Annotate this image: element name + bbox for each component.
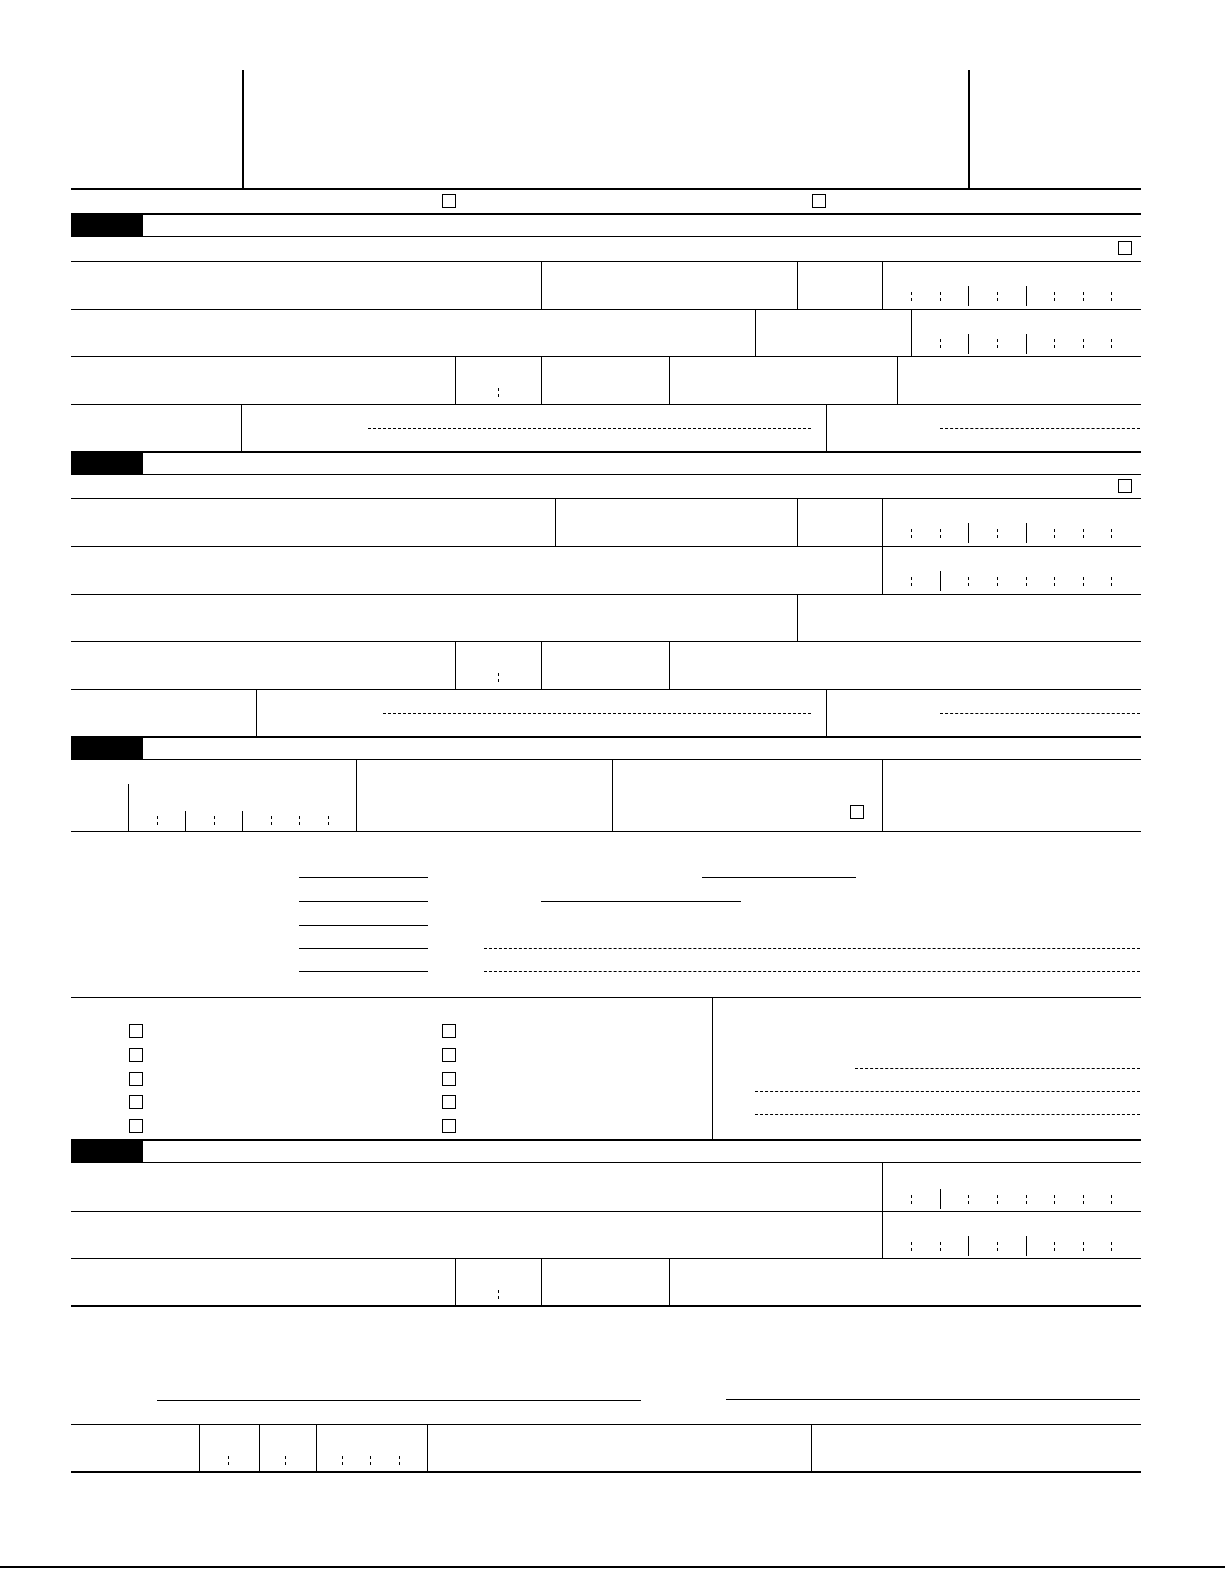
footer-div3	[316, 1424, 317, 1471]
footer-tick	[399, 1456, 400, 1465]
s2-row2-tick	[1026, 577, 1027, 586]
footer-bottom-rule	[71, 1471, 1141, 1473]
footer-div4	[427, 1424, 428, 1471]
s3-right-line-2[interactable]	[541, 901, 741, 902]
s3-row1-tick	[299, 816, 300, 825]
header-checkbox-1[interactable]	[442, 194, 456, 208]
section-3-header-rule	[71, 759, 1141, 760]
section-2-top-rule	[71, 451, 1141, 453]
s2-row4-div3	[669, 641, 670, 689]
s4-row1-tick	[911, 1195, 912, 1204]
section-2-label-block	[71, 451, 143, 475]
s1-row2-sep	[1026, 334, 1027, 354]
s2-row2-tick	[1111, 577, 1112, 586]
s3-row1-tick	[157, 816, 158, 825]
s1-row2-tick	[1111, 339, 1112, 348]
s2-row2-div1	[882, 546, 883, 594]
s1-row2-tick	[1083, 339, 1084, 348]
s1-row1-tick	[1083, 292, 1084, 301]
section-1-header-rule	[71, 236, 1141, 237]
s3-option-checkbox-r4[interactable]	[442, 1095, 456, 1109]
s1-row3-div2	[541, 356, 542, 404]
s2-row2-tick	[1083, 577, 1084, 586]
header-divider-left	[242, 70, 244, 190]
s1-row3-tick	[498, 388, 499, 397]
s3-row1-div1	[356, 759, 357, 831]
s2-row1-tick	[911, 529, 912, 538]
section-1-checkbox[interactable]	[1118, 241, 1132, 255]
header-divider-right	[968, 70, 970, 190]
s1-row2-div2	[911, 309, 912, 356]
footer-tick	[285, 1456, 286, 1465]
s3-row1-sep	[185, 811, 186, 831]
s1-row2-tick	[1054, 339, 1055, 348]
s3-option-checkbox-r5[interactable]	[442, 1119, 456, 1133]
s2-row4-tick	[498, 673, 499, 682]
header-bottom-rule	[71, 188, 1141, 190]
header-checkbox-2[interactable]	[812, 194, 826, 208]
s4-row2-sep	[968, 1236, 969, 1256]
s1-row2-tick	[997, 339, 998, 348]
s3-row1-bottom	[71, 831, 1141, 832]
s4-row2-tick	[1083, 1242, 1084, 1251]
section-1-label-block	[71, 213, 143, 237]
s3-right-dotted-2[interactable]	[755, 1091, 1140, 1092]
s4-row1-tick	[1083, 1195, 1084, 1204]
s1-row2-sep	[968, 334, 969, 354]
section-2-checkbox[interactable]	[1118, 479, 1132, 493]
s2-row1-tick	[940, 529, 941, 538]
s4-row1-tick	[968, 1195, 969, 1204]
s1-row3-div4	[897, 356, 898, 404]
s2-row1-tick	[1083, 529, 1084, 538]
footer-div1	[199, 1424, 200, 1471]
s3-option-checkbox-l5[interactable]	[129, 1119, 143, 1133]
s3-amount-line-2[interactable]	[299, 901, 428, 902]
s4-row2-top	[71, 1211, 1141, 1212]
s4-bottom-rule	[71, 1305, 1141, 1307]
s2-row5-dotted-2[interactable]	[940, 713, 1140, 714]
s3-option-checkbox-l1[interactable]	[129, 1024, 143, 1038]
s1-row1-tick	[911, 292, 912, 301]
s3-dotted-line-2[interactable]	[484, 971, 1140, 972]
s2-row1-div3	[882, 498, 883, 546]
s3-row1-div2	[612, 759, 613, 831]
s4-row3-div3	[669, 1258, 670, 1305]
s1-row4-div1	[241, 404, 242, 451]
s2-row2-tick	[968, 577, 969, 586]
s4-row2-tick	[911, 1242, 912, 1251]
s4-row3-top	[71, 1258, 1141, 1259]
s4-row1-tick	[997, 1195, 998, 1204]
s1-row4-dotted-1[interactable]	[368, 428, 811, 429]
s3-row1-tick	[328, 816, 329, 825]
section-4-top-rule	[71, 1139, 1141, 1141]
s3-right-dotted-1[interactable]	[855, 1068, 1140, 1069]
s1-row1-sep	[1026, 286, 1027, 306]
s1-row1-sep	[968, 286, 969, 306]
s2-row5-top	[71, 689, 1141, 690]
s1-row1-div2	[797, 261, 798, 309]
s1-row3-top	[71, 356, 1141, 357]
section-3-top-rule	[71, 736, 1141, 738]
s2-row2-top	[71, 546, 1141, 547]
s1-row2-div1	[755, 309, 756, 356]
footer-tick	[342, 1456, 343, 1465]
s1-row1-div1	[541, 261, 542, 309]
s1-row2-tick	[940, 339, 941, 348]
s3-right-line-1[interactable]	[702, 877, 856, 878]
s3-row1-div0	[128, 784, 129, 831]
s2-row5-div2	[826, 689, 827, 736]
s2-row1-tick	[1111, 529, 1112, 538]
s3-option-checkbox-r3[interactable]	[442, 1072, 456, 1086]
s2-row1-sep	[1026, 523, 1027, 543]
s4-row1-div1	[882, 1162, 883, 1211]
s2-row5-div1	[256, 689, 257, 736]
s1-row4-div2	[826, 404, 827, 451]
s2-row4-div1	[455, 641, 456, 689]
s4-row2-tick	[997, 1242, 998, 1251]
s2-row1-tick	[997, 529, 998, 538]
section-1-top-rule	[71, 213, 1141, 215]
s2-row2-tick	[911, 577, 912, 586]
s3-option-checkbox-l3[interactable]	[129, 1072, 143, 1086]
s4-row3-div1	[455, 1258, 456, 1305]
s2-row2-sep	[940, 571, 941, 591]
s1-row1-tick	[997, 292, 998, 301]
page-bottom-edge	[0, 1566, 1225, 1568]
s2-row1-div1	[555, 498, 556, 546]
s1-row1-tick	[1111, 292, 1112, 301]
s3-row1-sep	[242, 811, 243, 831]
s3-grid-divider	[712, 997, 713, 1139]
section-3-label-block	[71, 736, 143, 760]
s3-row1-tick	[214, 816, 215, 825]
s3-option-checkbox-l2[interactable]	[129, 1048, 143, 1062]
s3-option-checkbox-r1[interactable]	[442, 1024, 456, 1038]
s3-amount-line-4[interactable]	[299, 948, 428, 949]
section-4-label-block	[71, 1139, 143, 1163]
s3-row1-tick	[271, 816, 272, 825]
s2-row5-dotted-1[interactable]	[383, 713, 811, 714]
s4-row2-tick	[1054, 1242, 1055, 1251]
s1-row1-top	[71, 261, 1141, 262]
s3-row1-checkbox[interactable]	[850, 805, 864, 819]
footer-row-top	[71, 1424, 1141, 1425]
s1-row1-tick	[940, 292, 941, 301]
s1-row1-div3	[882, 261, 883, 309]
s2-row4-div2	[541, 641, 542, 689]
s2-row4-top	[71, 641, 1141, 642]
s2-row1-top	[71, 498, 1141, 499]
s4-row2-tick	[1111, 1242, 1112, 1251]
s4-row3-tick	[498, 1290, 499, 1299]
s2-row1-div2	[797, 498, 798, 546]
footer-tick	[370, 1456, 371, 1465]
s3-amount-line-5[interactable]	[299, 971, 428, 972]
s2-row2-tick	[997, 577, 998, 586]
s1-row2-top	[71, 309, 1141, 310]
s2-row1-tick	[1054, 529, 1055, 538]
s4-row1-sep	[940, 1189, 941, 1209]
section-2-header-rule	[71, 474, 1141, 475]
s2-row3-div1	[797, 594, 798, 641]
s4-row1-tick	[1054, 1195, 1055, 1204]
s4-row2-div1	[882, 1211, 883, 1258]
footer-tick	[228, 1456, 229, 1465]
s3-grid-top	[71, 997, 1141, 998]
s1-row3-div1	[455, 356, 456, 404]
s3-amount-line-3[interactable]	[299, 925, 428, 926]
title-line[interactable]	[726, 1399, 1140, 1400]
s3-dotted-line-1[interactable]	[484, 948, 1140, 949]
footer-div5	[811, 1424, 812, 1471]
s4-row1-tick	[1026, 1195, 1027, 1204]
s1-row1-tick	[1054, 292, 1055, 301]
s3-option-checkbox-l4[interactable]	[129, 1095, 143, 1109]
s1-row4-dotted-2[interactable]	[940, 428, 1140, 429]
s4-row3-div2	[541, 1258, 542, 1305]
s4-row2-sep	[1026, 1236, 1027, 1256]
s4-row2-tick	[940, 1242, 941, 1251]
s4-row1-tick	[1111, 1195, 1112, 1204]
s2-row1-sep	[968, 523, 969, 543]
s3-option-checkbox-r2[interactable]	[442, 1048, 456, 1062]
s2-row2-tick	[1054, 577, 1055, 586]
s3-right-dotted-3[interactable]	[755, 1114, 1140, 1115]
s3-amount-line-1[interactable]	[299, 877, 428, 878]
signature-line[interactable]	[157, 1400, 641, 1401]
section-4-header-rule	[71, 1162, 1141, 1163]
s2-row3-top	[71, 594, 1141, 595]
s1-row4-top	[71, 404, 1141, 405]
s3-row1-div3	[882, 759, 883, 831]
footer-div2	[259, 1424, 260, 1471]
s1-row3-div3	[669, 356, 670, 404]
